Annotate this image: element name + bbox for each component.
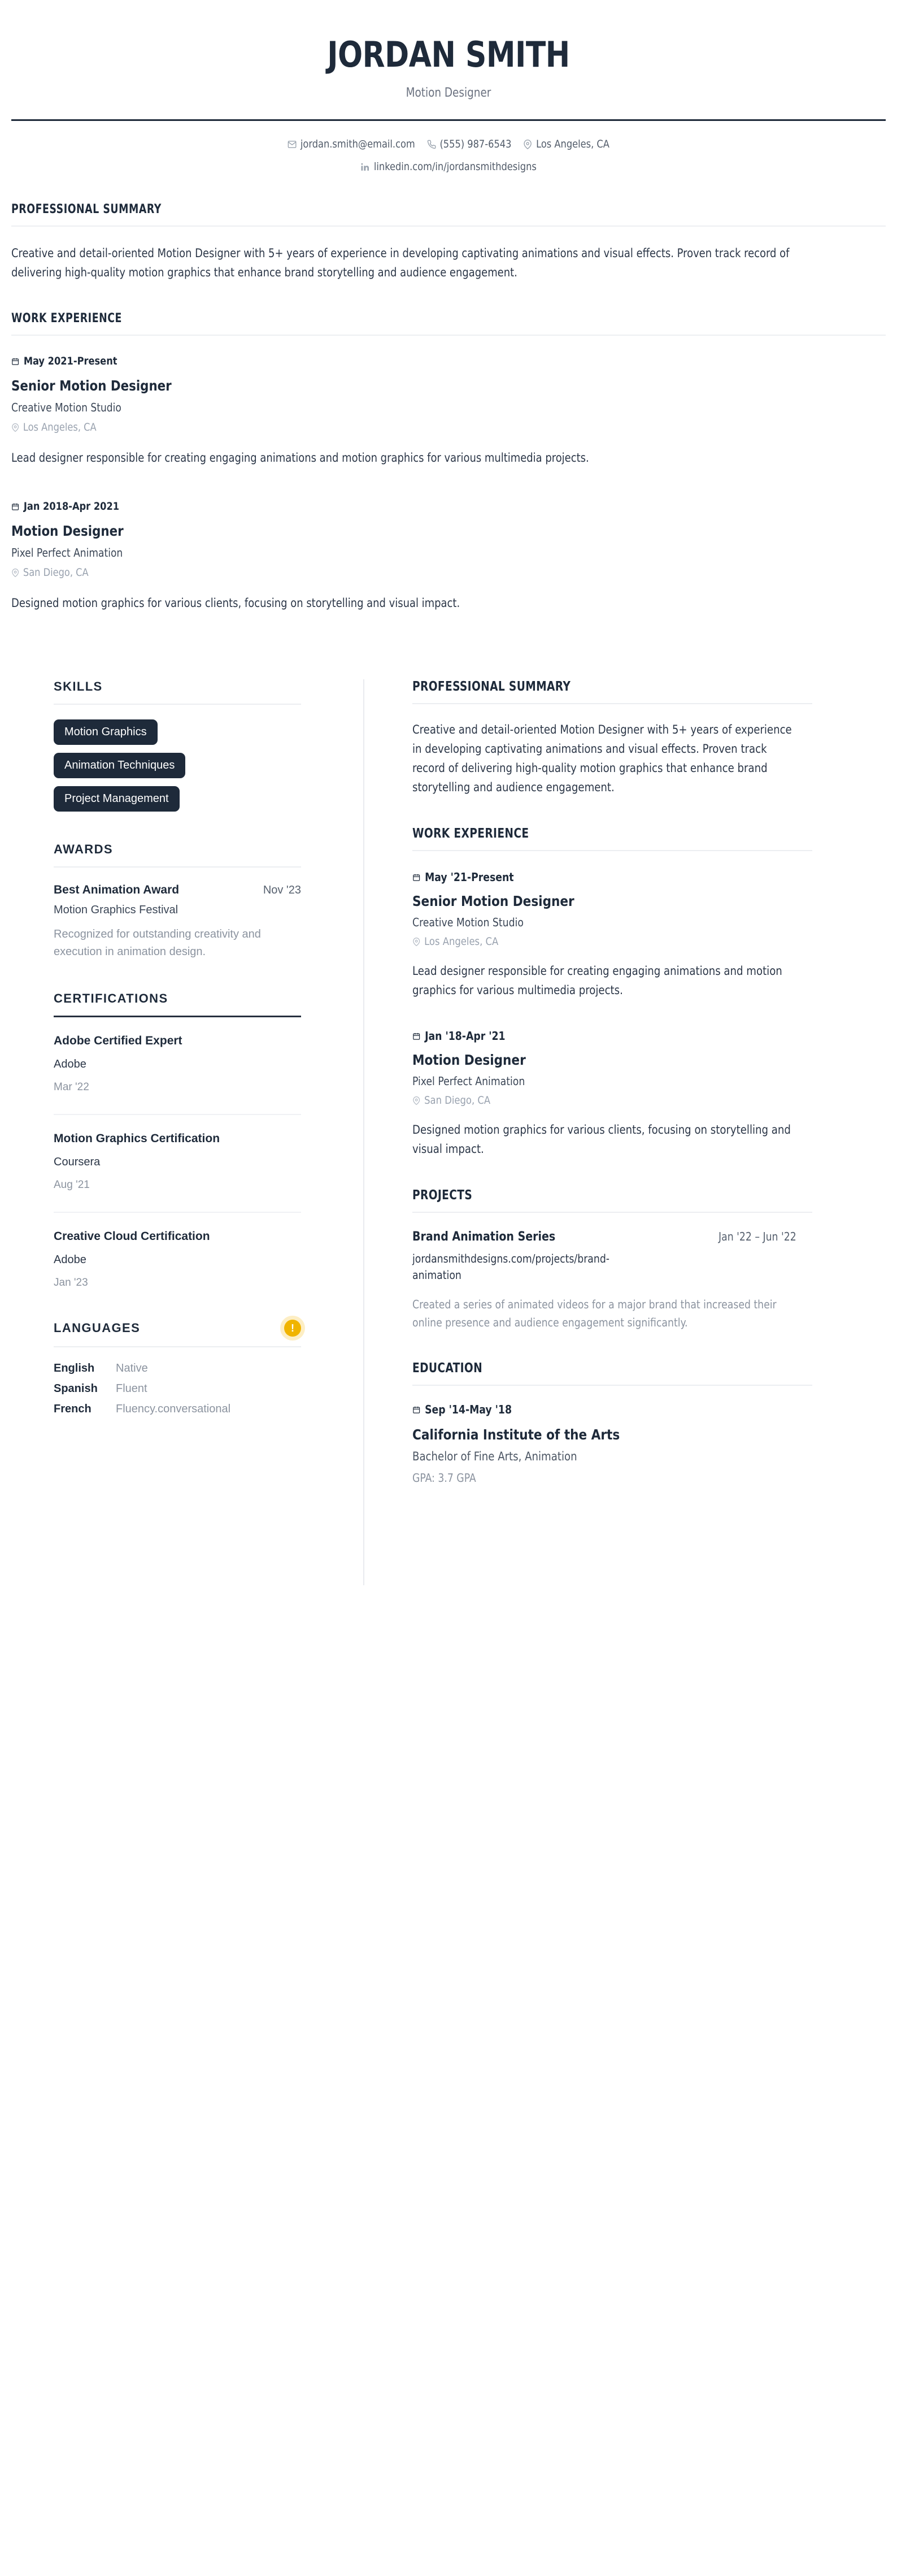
contact-email-text: jordan.smith@email.com xyxy=(300,138,415,150)
experience-role: Senior Motion Designer xyxy=(412,893,574,910)
certification-name: Motion Graphics Certification xyxy=(54,1132,220,1146)
education-school: California Institute of the Arts xyxy=(412,1426,620,1443)
linkedin-text: linkedin.com/in/jordansmithdesigns xyxy=(373,161,537,173)
contact-email[interactable] xyxy=(288,138,415,150)
languages-header-row xyxy=(54,1320,301,1337)
section-rule xyxy=(412,1212,812,1213)
certification-entry xyxy=(54,1114,301,1191)
calendar-icon xyxy=(11,357,19,366)
project-url[interactable]: jordansmithdesigns.com/projects/brand-animation xyxy=(412,1252,610,1282)
project-description: Created a series of animated videos for a major brand that increased their online presence and audience engagement significantly. xyxy=(412,1298,777,1329)
job-title-subtitle: Motion Designer xyxy=(406,86,491,100)
project-name: Brand Animation Series xyxy=(412,1230,556,1244)
section-skills xyxy=(54,679,301,812)
certification-issuer: Adobe xyxy=(54,1058,86,1071)
project-header-row xyxy=(412,1230,796,1244)
experience-date-row xyxy=(11,355,842,367)
map-pin-icon xyxy=(412,938,420,946)
section-education xyxy=(412,1361,812,1485)
experience-company: Pixel Perfect Animation xyxy=(11,546,123,560)
education-heading: EDUCATION xyxy=(412,1361,483,1376)
experience-location: San Diego, CA xyxy=(424,1094,491,1107)
award-organization: Motion Graphics Festival xyxy=(54,904,178,917)
experience-location-row xyxy=(11,566,842,579)
contact-phone-text: (555) 987-6543 xyxy=(439,138,512,150)
experience-description: Lead designer responsible for creating engaging animations and motion graphics for various multimedia projects. xyxy=(412,964,782,998)
map-pin-icon xyxy=(11,569,19,577)
certification-entry xyxy=(54,1017,301,1094)
summary-heading: PROFESSIONAL SUMMARY xyxy=(412,679,571,695)
contact-row xyxy=(33,138,864,150)
skills-heading: SKILLS xyxy=(54,679,103,694)
certification-issuer: Coursera xyxy=(54,1156,101,1169)
experience-entry xyxy=(412,870,796,1000)
certification-date: Mar '22 xyxy=(54,1081,89,1094)
experience-date: Jan '18-Apr '21 xyxy=(425,1029,506,1043)
project-entry xyxy=(412,1230,796,1332)
languages-heading: LANGUAGES xyxy=(54,1321,141,1335)
skill-chip[interactable]: Animation Techniques xyxy=(54,753,185,778)
language-level: Native xyxy=(116,1362,148,1375)
experience-description: Lead designer responsible for creating engaging animations and motion graphics for various multimedia projects. xyxy=(11,451,589,465)
top-experience-heading: WORK EXPERIENCE xyxy=(11,311,122,326)
top-summary-heading: PROFESSIONAL SUMMARY xyxy=(11,202,162,216)
language-row xyxy=(54,1403,301,1416)
calendar-icon xyxy=(412,1406,420,1414)
section-rule xyxy=(412,850,812,851)
linkedin-icon xyxy=(360,162,369,172)
language-name: French xyxy=(54,1403,92,1416)
resume-header-block xyxy=(0,34,897,613)
language-name: Spanish xyxy=(54,1382,98,1395)
experience-entry xyxy=(11,355,842,467)
top-section-professional-summary xyxy=(11,202,886,282)
experience-company: Creative Motion Studio xyxy=(11,401,121,415)
experience-date-row xyxy=(11,500,842,513)
experience-location-row xyxy=(412,1094,796,1107)
skill-chip[interactable]: Motion Graphics xyxy=(54,719,158,745)
language-row xyxy=(54,1382,301,1395)
language-level: Fluent xyxy=(116,1382,147,1395)
contact-location xyxy=(523,138,609,150)
calendar-icon xyxy=(412,873,420,882)
map-pin-icon xyxy=(523,140,532,149)
certification-name: Adobe Certified Expert xyxy=(54,1034,182,1048)
certification-date: Aug '21 xyxy=(54,1179,90,1191)
experience-location-row xyxy=(11,421,842,433)
contact-phone[interactable] xyxy=(427,138,512,150)
language-name: English xyxy=(54,1362,95,1375)
certification-date: Jan '23 xyxy=(54,1277,88,1289)
envelope-icon xyxy=(288,140,297,149)
experience-location-row xyxy=(412,935,796,948)
summary-text: Creative and detail-oriented Motion Designer with 5+ years of experience in developing captivating animations and visual effects. Proven track record of delivering high-quality motion graphics that enhance brand storytelling and audience engagement. xyxy=(412,723,792,795)
education-date: Sep '14-May '18 xyxy=(425,1403,512,1417)
experience-location: San Diego, CA xyxy=(23,566,89,579)
map-pin-icon xyxy=(11,423,19,432)
section-awards xyxy=(54,842,301,961)
section-certifications xyxy=(54,991,301,1289)
experience-description: Designed motion graphics for various clients, focusing on storytelling and visual impact. xyxy=(412,1123,791,1156)
experience-location: Los Angeles, CA xyxy=(424,935,499,948)
section-projects xyxy=(412,1188,812,1332)
experience-location: Los Angeles, CA xyxy=(23,421,97,434)
phone-icon xyxy=(427,140,436,149)
experience-entry xyxy=(11,500,842,613)
section-languages xyxy=(54,1320,301,1416)
right-main-column xyxy=(364,679,897,1585)
section-rule xyxy=(54,1346,301,1347)
experience-date: Jan 2018-Apr 2021 xyxy=(23,500,120,513)
experience-date: May '21-Present xyxy=(425,870,514,884)
section-professional-summary xyxy=(412,679,812,797)
award-entry xyxy=(54,883,301,961)
experience-role: Motion Designer xyxy=(11,523,124,540)
skills-list xyxy=(54,719,301,812)
education-date-row xyxy=(412,1403,796,1416)
award-date: Nov '23 xyxy=(263,884,301,897)
section-rule xyxy=(11,335,886,336)
header-divider xyxy=(11,119,886,121)
top-section-work-experience xyxy=(11,311,886,613)
award-name: Best Animation Award xyxy=(54,883,180,897)
certification-entry xyxy=(54,1212,301,1289)
section-work-experience xyxy=(412,826,812,1159)
experience-company: Pixel Perfect Animation xyxy=(412,1074,525,1088)
certification-issuer: Adobe xyxy=(54,1254,86,1267)
experience-entry xyxy=(412,1029,796,1159)
experience-role: Motion Designer xyxy=(412,1052,526,1069)
left-sidebar-column xyxy=(0,679,364,1585)
linkedin-row[interactable] xyxy=(33,161,864,173)
languages-list xyxy=(54,1362,301,1416)
top-summary-text: Creative and detail-oriented Motion Designer with 5+ years of experience in developing captivating animations and visual effects. Proven track record of delivering high-quality motion graphics that enhance brand storytelling and audience engagement. xyxy=(11,246,790,280)
education-entry xyxy=(412,1403,796,1485)
certifications-heading: CERTIFICATIONS xyxy=(54,991,168,1006)
education-degree: Bachelor of Fine Arts, Animation xyxy=(412,1450,577,1464)
section-rule xyxy=(412,1385,812,1386)
certification-name: Creative Cloud Certification xyxy=(54,1230,210,1243)
experience-company: Creative Motion Studio xyxy=(412,916,524,930)
experience-description: Designed motion graphics for various clients, focusing on storytelling and visual impact. xyxy=(11,596,460,610)
award-description: Recognized for outstanding creativity and execution in animation design. xyxy=(54,928,261,959)
map-pin-icon xyxy=(412,1096,420,1105)
experience-date: May 2021-Present xyxy=(23,355,117,368)
calendar-icon xyxy=(11,502,19,511)
contact-location-text: Los Angeles, CA xyxy=(536,138,609,150)
experience-heading: WORK EXPERIENCE xyxy=(412,826,529,842)
experience-date-row xyxy=(412,870,796,884)
calendar-icon xyxy=(412,1032,420,1040)
section-rule xyxy=(11,225,886,227)
language-level: Fluency.conversational xyxy=(116,1403,231,1416)
awards-heading: AWARDS xyxy=(54,842,113,857)
project-date: Jan '22 – Jun '22 xyxy=(719,1230,796,1244)
two-column-body xyxy=(0,679,897,1585)
section-rule xyxy=(412,703,812,704)
skill-chip[interactable]: Project Management xyxy=(54,786,180,812)
section-rule xyxy=(54,704,301,705)
page-title: JORDAN SMITH xyxy=(327,34,570,75)
award-header-row xyxy=(54,883,301,897)
projects-heading: PROJECTS xyxy=(412,1188,473,1203)
section-rule xyxy=(54,866,301,868)
experience-role: Senior Motion Designer xyxy=(11,378,172,394)
experience-date-row xyxy=(412,1029,796,1043)
warning-badge-icon[interactable]: ! xyxy=(284,1320,301,1337)
education-gpa: GPA: 3.7 GPA xyxy=(412,1471,476,1485)
language-row xyxy=(54,1362,301,1375)
